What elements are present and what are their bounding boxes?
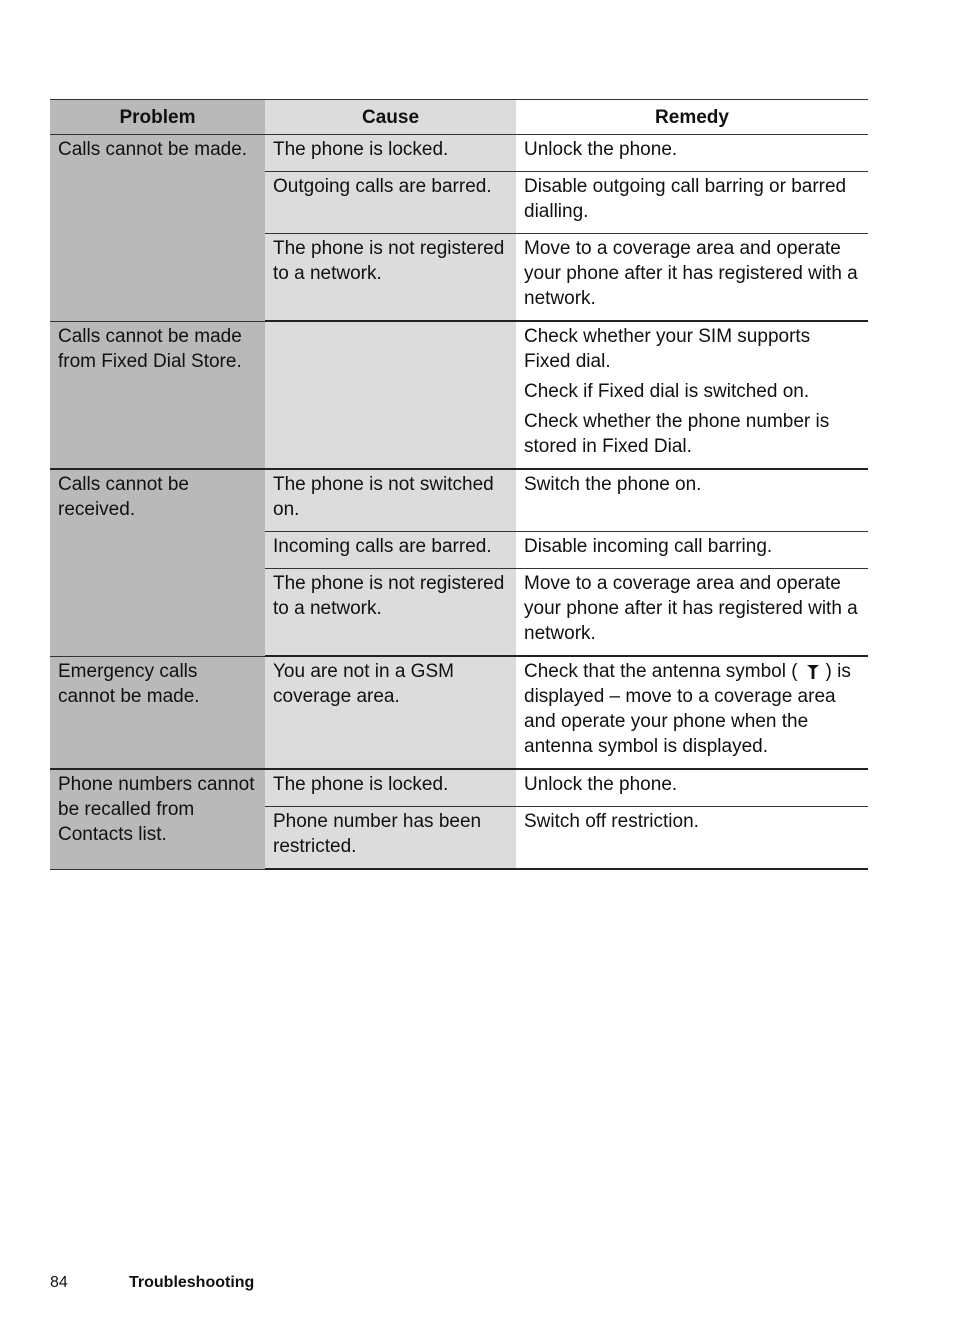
page-number: 84 xyxy=(50,1274,68,1291)
remedy-text: Check whether the phone number is stored in Fixed Dial. xyxy=(524,411,830,457)
remedy-cell xyxy=(516,807,868,870)
cause-text: The phone is locked. xyxy=(273,774,449,795)
table-row xyxy=(50,769,868,807)
remedy-cell xyxy=(516,656,868,769)
problem-text: Phone numbers cannot be recalled from Contacts list. xyxy=(58,774,255,845)
remedy-text-after: ) is displayed – move to a coverage area and operate your phone when the antenna symbol is displayed. xyxy=(524,661,851,757)
remedy-text: Disable outgoing call barring or barred dialling. xyxy=(524,176,847,222)
remedy-text: Unlock the phone. xyxy=(524,139,678,160)
table-row xyxy=(50,321,868,469)
header-cause: Cause xyxy=(265,100,516,135)
problem-text: Emergency calls cannot be made. xyxy=(58,660,200,707)
table-row xyxy=(50,135,868,172)
cause-text: Phone number has been restricted. xyxy=(273,811,482,857)
cause-cell xyxy=(265,532,516,569)
problem-cell xyxy=(50,656,265,769)
remedy-text-before: Check that the antenna symbol ( xyxy=(524,661,798,682)
table-header-row xyxy=(50,100,868,135)
problem-cell xyxy=(50,769,265,869)
cause-cell xyxy=(265,469,516,532)
problem-text: Calls cannot be made from Fixed Dial Store. xyxy=(58,325,242,372)
header-problem: Problem xyxy=(50,100,265,135)
cause-cell xyxy=(265,569,516,657)
problem-text: Calls cannot be received. xyxy=(58,474,189,520)
remedy-text: Switch the phone on. xyxy=(524,474,702,495)
cause-cell xyxy=(265,321,516,469)
header-remedy: Remedy xyxy=(516,100,868,135)
cause-cell xyxy=(265,807,516,870)
remedy-cell xyxy=(516,469,868,532)
remedy-cell xyxy=(516,135,868,172)
remedy-text: Unlock the phone. xyxy=(524,774,678,795)
remedy-cell xyxy=(516,234,868,322)
remedy-cell xyxy=(516,769,868,807)
remedy-text: Check whether your SIM supports Fixed dial. xyxy=(524,326,811,372)
remedy-cell xyxy=(516,321,868,469)
remedy-cell xyxy=(516,532,868,569)
remedy-text xyxy=(524,657,860,759)
cause-text: You are not in a GSM coverage area. xyxy=(273,661,454,707)
cause-text: Outgoing calls are barred. xyxy=(273,176,492,197)
cause-text: The phone is not switched on. xyxy=(273,474,494,520)
cause-cell xyxy=(265,769,516,807)
remedy-cell xyxy=(516,569,868,657)
cause-cell xyxy=(265,656,516,769)
cause-text xyxy=(273,322,508,324)
cause-cell xyxy=(265,172,516,234)
table-row xyxy=(50,469,868,532)
remedy-text: Disable incoming call barring. xyxy=(524,536,773,557)
remedy-text: Switch off restriction. xyxy=(524,811,699,832)
cause-cell xyxy=(265,135,516,172)
problem-cell xyxy=(50,321,265,469)
antenna-icon xyxy=(806,661,820,676)
problem-cell xyxy=(50,469,265,656)
cause-cell xyxy=(265,234,516,322)
cause-text: The phone is locked. xyxy=(273,139,449,160)
table-row xyxy=(50,656,868,769)
remedy-cell xyxy=(516,172,868,234)
cause-text: Incoming calls are barred. xyxy=(273,536,492,557)
problem-cell xyxy=(50,135,265,322)
cause-text: The phone is not registered to a network. xyxy=(273,238,505,284)
remedy-text: Move to a coverage area and operate your phone after it has registered with a network. xyxy=(524,573,858,644)
section-title: Troubleshooting xyxy=(129,1274,255,1291)
remedy-text: Move to a coverage area and operate your phone after it has registered with a network. xyxy=(524,238,858,309)
cause-text: The phone is not registered to a network. xyxy=(273,573,505,619)
problem-text: Calls cannot be made. xyxy=(58,139,248,160)
troubleshooting-table xyxy=(50,99,868,870)
remedy-text: Check if Fixed dial is switched on. xyxy=(524,381,810,402)
